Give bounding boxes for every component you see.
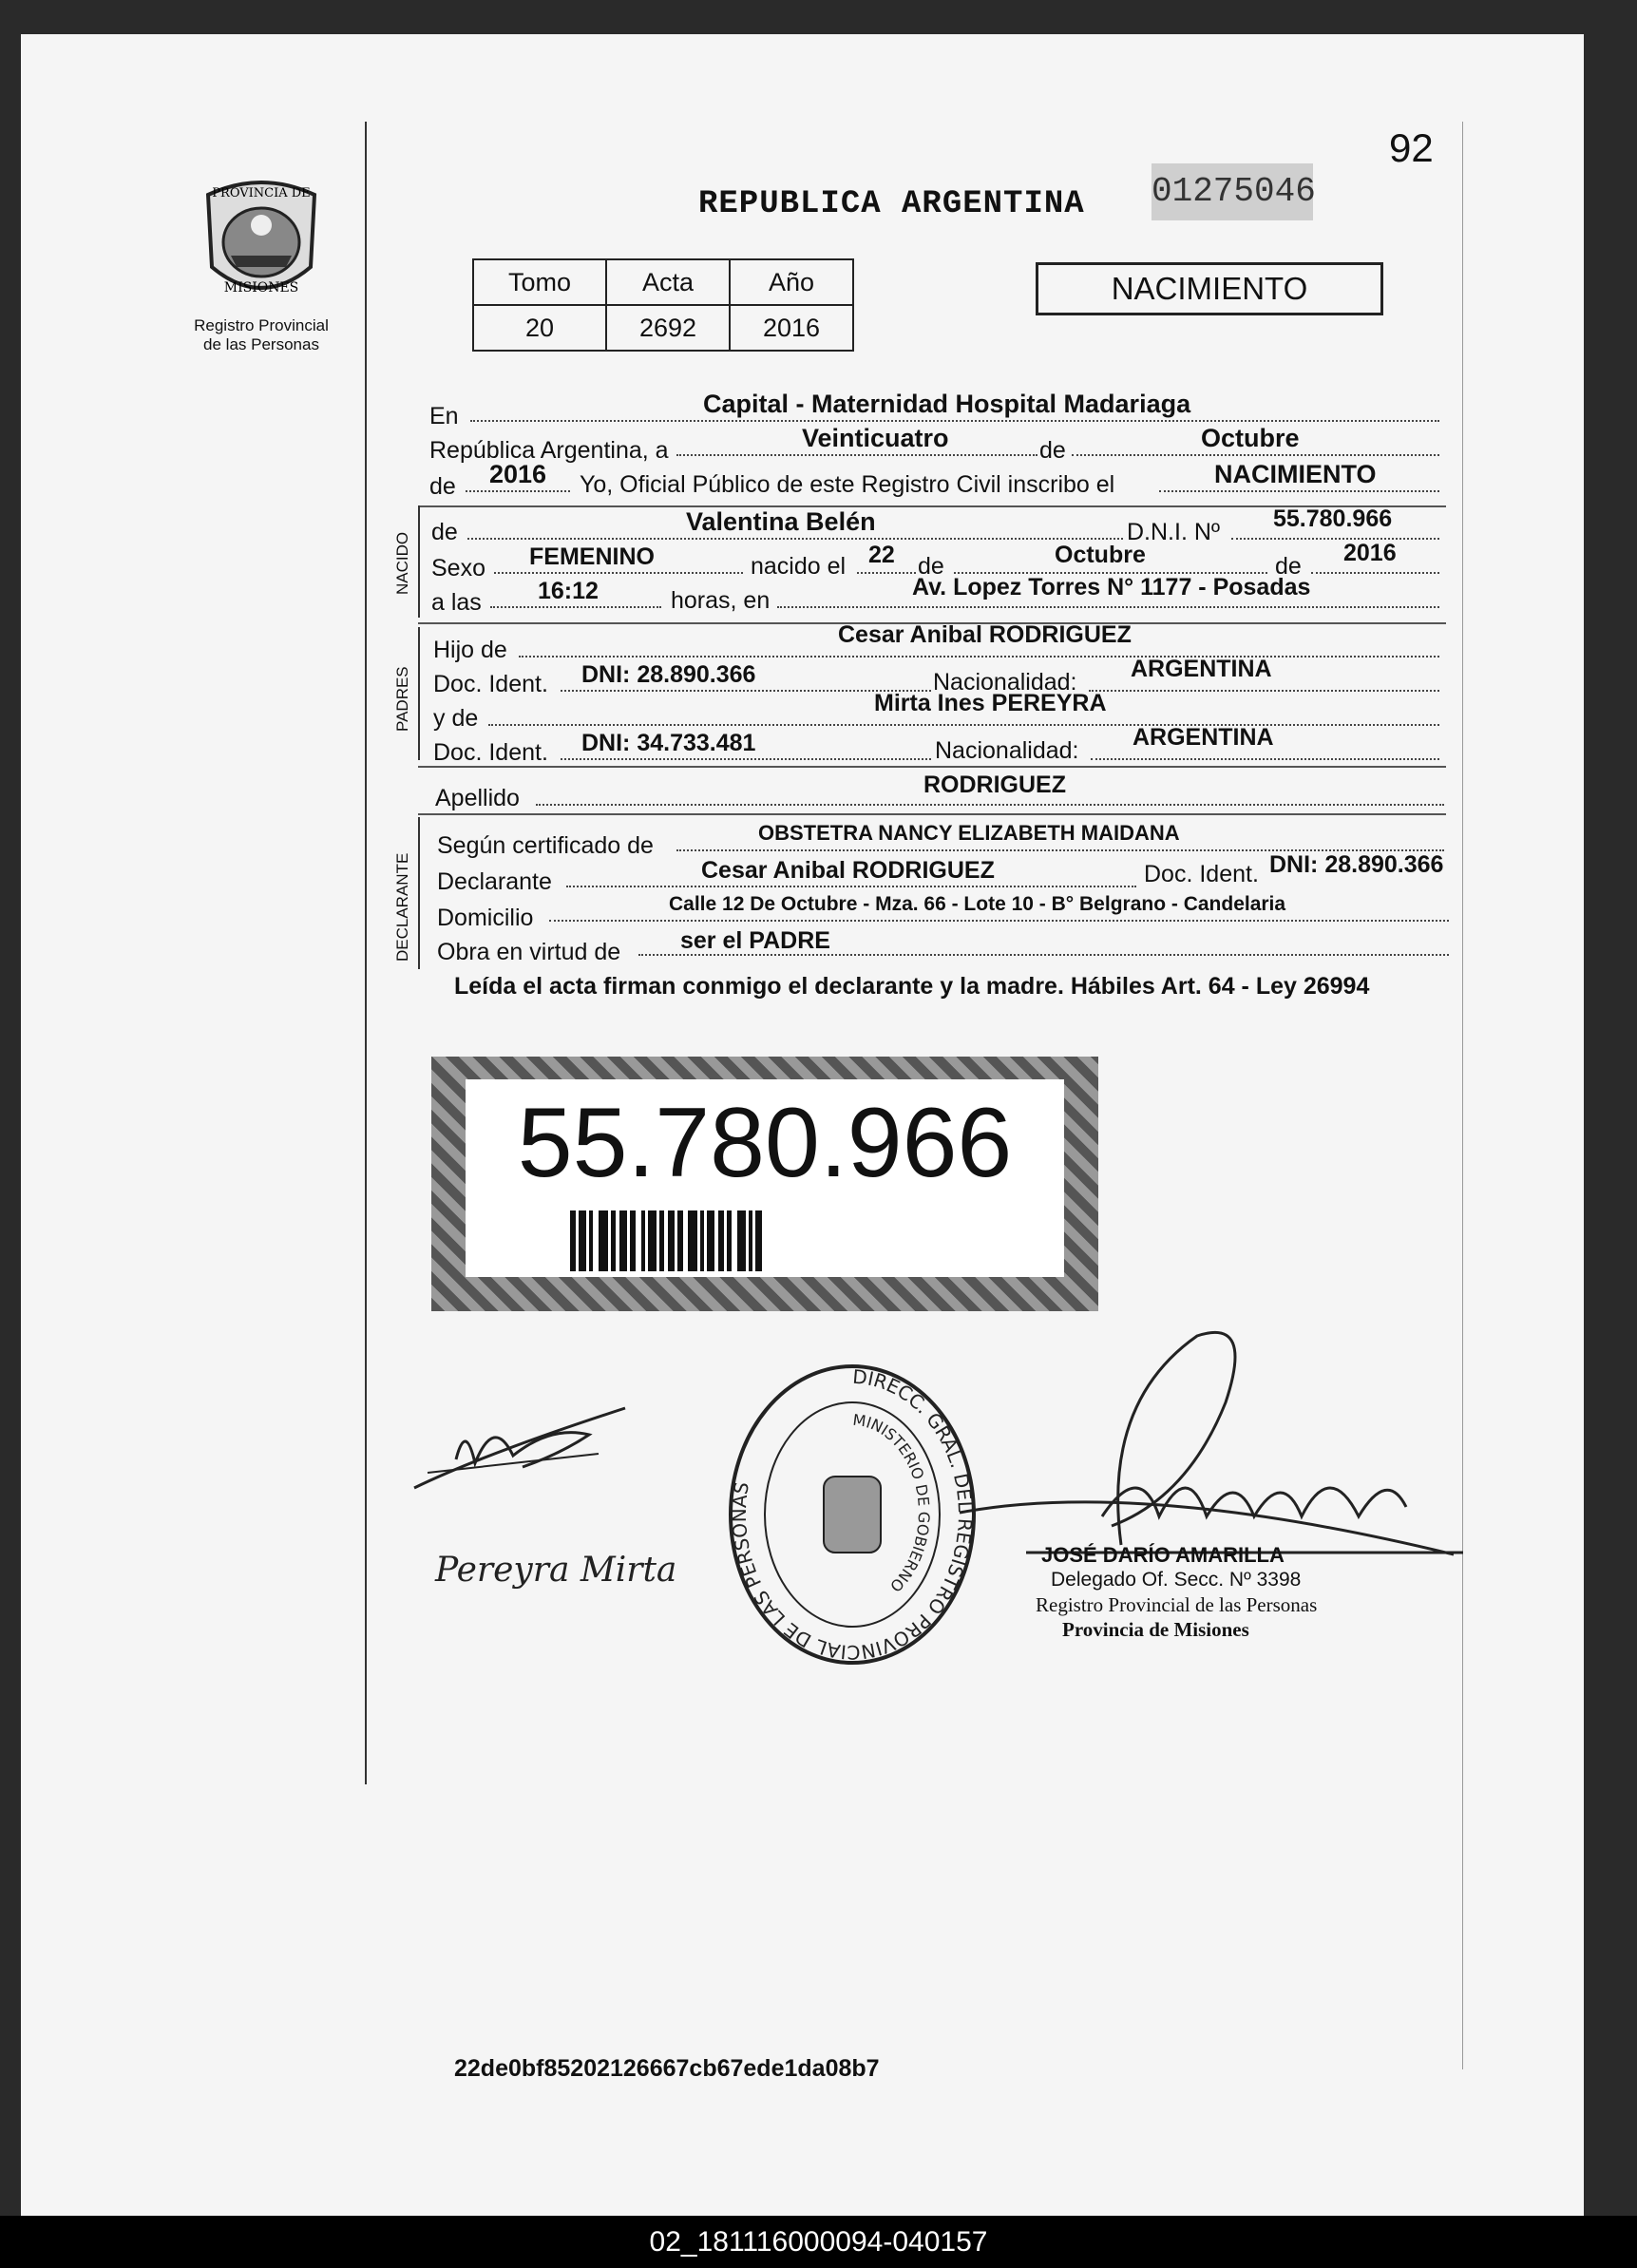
birth-month-value: Octubre [1055, 542, 1146, 568]
birth-day-value: 22 [868, 542, 895, 568]
province-emblem-icon [195, 176, 328, 309]
nacido-el-label: nacido el [751, 553, 847, 580]
mother-signature-icon [429, 1539, 677, 1606]
father-name-value: Cesar Anibal RODRIGUEZ [838, 621, 1132, 648]
dotted-line [494, 572, 743, 574]
page-number: 92 [1389, 125, 1434, 170]
year-value: 2016 [489, 460, 547, 488]
barcode-bar [677, 1210, 683, 1271]
document-hash: 22de0bf85202126667cb67ede1da08b7 [454, 2055, 880, 2082]
father-nationality-value: ARGENTINA [1131, 656, 1272, 682]
document-title: REPUBLICA ARGENTINA [698, 186, 1085, 222]
dotted-line [490, 606, 661, 608]
child-dni-value: 55.780.966 [1273, 505, 1393, 532]
y-de-label: y de [433, 705, 479, 732]
sexo-value: FEMENINO [529, 543, 655, 570]
section-bracket [418, 505, 420, 618]
nacionalidad-label: Nacionalidad: [933, 669, 1077, 696]
obra-value: ser el PADRE [680, 927, 830, 954]
barcode-bar [570, 1210, 576, 1271]
en-label: En [429, 403, 459, 429]
apellido-value: RODRIGUEZ [923, 772, 1066, 798]
barcode-bar [589, 1210, 593, 1271]
svg-text:MISIONES: MISIONES [223, 280, 299, 295]
svg-text:Pereyra Mirta: Pereyra Mirta [435, 1551, 677, 1590]
mother-name-value: Mirta Ines PEREYRA [874, 690, 1107, 716]
barcode-label [431, 1057, 1098, 1311]
barcode-bar [648, 1210, 657, 1271]
table-row [473, 305, 853, 351]
dotted-line [549, 920, 1449, 922]
dotted-line [1159, 490, 1439, 492]
segun-label: Según certificado de [437, 832, 654, 859]
official-name: JOSÉ DARÍO AMARILLA [1041, 1543, 1285, 1567]
section-bracket [418, 817, 420, 969]
section-label-declarante: DECLARANTE [393, 852, 411, 962]
dotted-line [1311, 572, 1439, 574]
table-cell: 20 [473, 305, 606, 351]
month-value: Octubre [1201, 424, 1300, 452]
left-margin-line [365, 122, 367, 1784]
time-value: 16:12 [538, 578, 599, 604]
dotted-line [566, 886, 1136, 887]
dotted-line [857, 572, 916, 574]
inscribo-value: NACIMIENTO [1214, 460, 1377, 488]
barcode-bar [641, 1210, 645, 1271]
domicilio-label: Domicilio [437, 905, 534, 931]
svg-text:MINISTERIO DE GOBIERNO: MINISTERIO DE GOBIERNO [851, 1410, 934, 1596]
oficial-text: Yo, Oficial Público de este Registro Civil inscribo el [580, 471, 1115, 498]
dotted-line [467, 538, 1123, 540]
official-signature-icon [950, 1326, 1463, 1573]
official-stamp-icon [719, 1355, 985, 1678]
dotted-line [1091, 758, 1439, 760]
hijo-de-label: Hijo de [433, 637, 507, 663]
closing-text: Leída el acta firman conmigo el declarante y la madre. Hábiles Art. 64 - Ley 26994 [454, 973, 1370, 1000]
section-bracket [418, 627, 420, 760]
dotted-line [1231, 538, 1439, 540]
dotted-line [536, 804, 1444, 806]
registry-label: Registro Provincial de las Personas [194, 316, 329, 353]
dotted-line [466, 490, 570, 492]
sexo-label: Sexo [431, 555, 485, 581]
birth-year-value: 2016 [1343, 540, 1397, 566]
child-name-value: Valentina Belén [686, 507, 876, 536]
declarant-signature-icon [409, 1397, 637, 1501]
barcode-bar [611, 1210, 616, 1271]
dotted-line [561, 758, 931, 760]
barcode-bar [707, 1210, 714, 1271]
dotted-line [488, 724, 1439, 726]
barcode-bar [630, 1210, 636, 1271]
section-label-padres: PADRES [393, 666, 411, 732]
nacionalidad-label: Nacionalidad: [935, 737, 1079, 764]
official-registry: Registro Provincial de las Personas [1036, 1593, 1318, 1616]
dotted-line [470, 420, 1439, 422]
declarante-label: Declarante [437, 868, 552, 895]
section-divider [418, 766, 1446, 768]
table-header: Acta [606, 259, 730, 305]
barcode-bar [737, 1210, 746, 1271]
domicilio-value: Calle 12 De Octubre - Mza. 66 - Lote 10 - B° Belgrano - Candelaria [669, 893, 1286, 915]
record-table [472, 258, 854, 352]
horas-label: horas, en [671, 587, 771, 614]
barcode-bar [688, 1210, 697, 1271]
day-value: Veinticuatro [802, 424, 949, 452]
table-cell: 2692 [606, 305, 730, 351]
birth-place-value: Av. Lopez Torres N° 1177 - Posadas [912, 574, 1311, 600]
table-cell: 2016 [730, 305, 853, 351]
place-value: Capital - Maternidad Hospital Madariaga [703, 390, 1191, 418]
dotted-line [676, 454, 1037, 456]
barcode-bar [700, 1210, 704, 1271]
right-margin-line [1462, 122, 1463, 2069]
official-title: Delegado Of. Secc. Nº 3398 [1051, 1569, 1302, 1591]
a-las-label: a las [431, 589, 482, 616]
de-label: de [429, 473, 456, 500]
serial-number: 01275046 [1152, 163, 1313, 220]
table-header: Año [730, 259, 853, 305]
barcode-bar [619, 1210, 627, 1271]
barcode-bar [659, 1210, 664, 1271]
de-label: de [431, 519, 458, 545]
apellido-label: Apellido [435, 785, 520, 811]
republica-label: República Argentina, a [429, 437, 669, 464]
section-divider [418, 813, 1446, 815]
barcode-inner [466, 1079, 1064, 1277]
barcode-bar [749, 1210, 752, 1271]
barcode-bar [579, 1210, 586, 1271]
footer-id: 02_181116000094-040157 [0, 2216, 1637, 2268]
mother-nationality-value: ARGENTINA [1133, 724, 1274, 751]
barcode-bar [755, 1210, 762, 1271]
svg-text:DIRECC. GRAL. DEL REGISTRO PRO: DIRECC. GRAL. DEL REGISTRO PROVINCIAL DE LAS PERSONAS [727, 1364, 978, 1665]
record-type-box: NACIMIENTO [1036, 262, 1383, 315]
official-province: Provincia de Misiones [1062, 1618, 1249, 1641]
declarante-value: Cesar Anibal RODRIGUEZ [701, 857, 995, 884]
barcode-bar [727, 1210, 732, 1271]
table-row [473, 259, 853, 305]
dotted-line [777, 606, 1439, 608]
svg-text:PROVINCIA DE: PROVINCIA DE [212, 186, 311, 200]
barcode-bar [599, 1210, 608, 1271]
section-label-nacido: NACIDO [393, 531, 411, 595]
declarante-doc-value: DNI: 28.890.366 [1269, 851, 1444, 878]
de-label: de [1039, 437, 1066, 464]
certificado-value: OBSTETRA NANCY ELIZABETH MAIDANA [758, 821, 1180, 845]
de-label: de [918, 553, 944, 580]
doc-label: Doc. Ident. [433, 671, 548, 697]
dni-label: D.N.I. Nº [1127, 519, 1221, 545]
father-doc-value: DNI: 28.890.366 [581, 661, 756, 688]
barcode-number: 55.780.966 [517, 1088, 1013, 1198]
barcode-icon [570, 1210, 960, 1271]
barcode-bar [668, 1210, 675, 1271]
obra-label: Obra en virtud de [437, 939, 621, 965]
de-label: de [1275, 553, 1302, 580]
doc-label: Doc. Ident. [433, 739, 548, 766]
doc-label: Doc. Ident. [1144, 861, 1259, 887]
dotted-line [1072, 454, 1439, 456]
table-header: Tomo [473, 259, 606, 305]
dotted-line [1089, 690, 1439, 692]
barcode-bar [718, 1210, 724, 1271]
mother-doc-value: DNI: 34.733.481 [581, 730, 756, 756]
official-block [1036, 1543, 1317, 1642]
dotted-line [519, 656, 1439, 658]
